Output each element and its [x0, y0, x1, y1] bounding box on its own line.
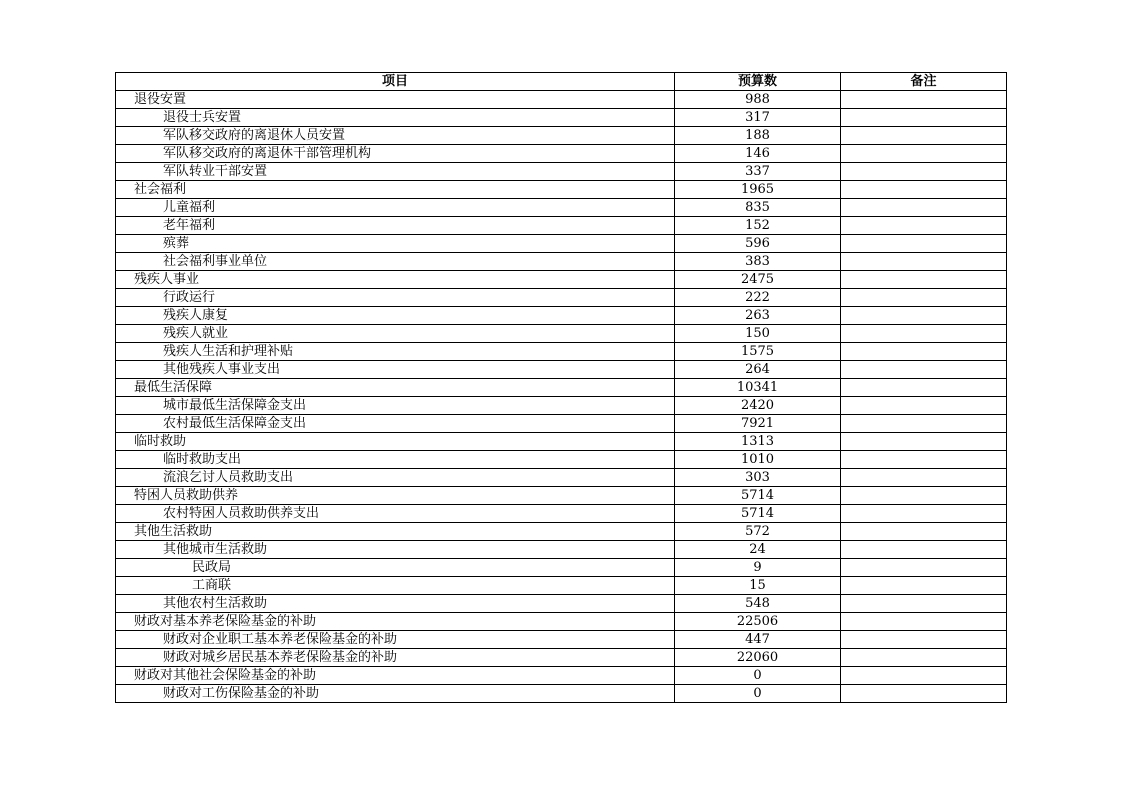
row-item-label: 其他生活救助	[116, 523, 675, 541]
table-row	[116, 271, 1007, 289]
row-budget-amount: 548	[675, 595, 841, 613]
row-budget-amount: 0	[675, 667, 841, 685]
row-budget-amount: 303	[675, 469, 841, 487]
row-budget-amount: 2475	[675, 271, 841, 289]
row-budget-amount: 337	[675, 163, 841, 181]
row-budget-amount: 5714	[675, 505, 841, 523]
row-budget-amount: 596	[675, 235, 841, 253]
row-note	[841, 181, 1007, 199]
row-note	[841, 217, 1007, 235]
row-note	[841, 127, 1007, 145]
row-item-label: 工商联	[116, 577, 675, 595]
row-budget-amount: 15	[675, 577, 841, 595]
row-note	[841, 667, 1007, 685]
row-budget-amount: 1313	[675, 433, 841, 451]
header-item: 项目	[116, 73, 675, 91]
table-row	[116, 667, 1007, 685]
row-item-label: 退役士兵安置	[116, 109, 675, 127]
row-item-label: 军队移交政府的离退休干部管理机构	[116, 145, 675, 163]
table-row	[116, 109, 1007, 127]
row-item-label: 财政对其他社会保险基金的补助	[116, 667, 675, 685]
table-row	[116, 415, 1007, 433]
row-note	[841, 307, 1007, 325]
table-row	[116, 613, 1007, 631]
table-row	[116, 145, 1007, 163]
header-row	[116, 73, 1007, 91]
row-item-label: 财政对企业职工基本养老保险基金的补助	[116, 631, 675, 649]
table-body	[116, 91, 1007, 703]
row-item-label: 残疾人就业	[116, 325, 675, 343]
row-budget-amount: 9	[675, 559, 841, 577]
row-budget-amount: 835	[675, 199, 841, 217]
row-budget-amount: 22506	[675, 613, 841, 631]
row-budget-amount: 2420	[675, 397, 841, 415]
table-row	[116, 163, 1007, 181]
row-item-label: 老年福利	[116, 217, 675, 235]
row-budget-amount: 146	[675, 145, 841, 163]
row-item-label: 儿童福利	[116, 199, 675, 217]
budget-table	[115, 72, 1007, 703]
table-row	[116, 307, 1007, 325]
row-budget-amount: 0	[675, 685, 841, 703]
row-item-label: 临时救助	[116, 433, 675, 451]
table-row	[116, 577, 1007, 595]
row-note	[841, 379, 1007, 397]
row-budget-amount: 988	[675, 91, 841, 109]
row-budget-amount: 5714	[675, 487, 841, 505]
table-row	[116, 379, 1007, 397]
row-note	[841, 271, 1007, 289]
row-note	[841, 577, 1007, 595]
table-row	[116, 397, 1007, 415]
row-item-label: 流浪乞讨人员救助支出	[116, 469, 675, 487]
row-item-label: 财政对基本养老保险基金的补助	[116, 613, 675, 631]
row-budget-amount: 263	[675, 307, 841, 325]
table-row	[116, 361, 1007, 379]
row-note	[841, 469, 1007, 487]
table-row	[116, 343, 1007, 361]
header-note: 备注	[841, 73, 1007, 91]
table-row	[116, 523, 1007, 541]
table-row	[116, 217, 1007, 235]
row-budget-amount: 383	[675, 253, 841, 271]
row-note	[841, 91, 1007, 109]
row-budget-amount: 1965	[675, 181, 841, 199]
row-item-label: 特困人员救助供养	[116, 487, 675, 505]
table-row	[116, 559, 1007, 577]
table-row	[116, 631, 1007, 649]
row-note	[841, 541, 1007, 559]
table-row	[116, 487, 1007, 505]
row-note	[841, 451, 1007, 469]
table-row	[116, 649, 1007, 667]
table-row	[116, 595, 1007, 613]
row-budget-amount: 264	[675, 361, 841, 379]
row-item-label: 军队转业干部安置	[116, 163, 675, 181]
row-budget-amount: 22060	[675, 649, 841, 667]
table-row	[116, 91, 1007, 109]
row-note	[841, 145, 1007, 163]
table-row	[116, 505, 1007, 523]
table-row	[116, 289, 1007, 307]
row-item-label: 财政对工伤保险基金的补助	[116, 685, 675, 703]
row-item-label: 残疾人生活和护理补贴	[116, 343, 675, 361]
row-item-label: 残疾人康复	[116, 307, 675, 325]
header-amount: 预算数	[675, 73, 841, 91]
row-note	[841, 685, 1007, 703]
row-item-label: 行政运行	[116, 289, 675, 307]
row-note	[841, 415, 1007, 433]
row-budget-amount: 222	[675, 289, 841, 307]
row-budget-amount: 7921	[675, 415, 841, 433]
row-budget-amount: 1575	[675, 343, 841, 361]
row-budget-amount: 447	[675, 631, 841, 649]
table-row	[116, 235, 1007, 253]
row-note	[841, 649, 1007, 667]
row-item-label: 农村最低生活保障金支出	[116, 415, 675, 433]
row-item-label: 其他农村生活救助	[116, 595, 675, 613]
row-item-label: 城市最低生活保障金支出	[116, 397, 675, 415]
row-note	[841, 235, 1007, 253]
table-row	[116, 433, 1007, 451]
row-item-label: 临时救助支出	[116, 451, 675, 469]
row-note	[841, 343, 1007, 361]
table-row	[116, 181, 1007, 199]
row-note	[841, 613, 1007, 631]
row-note	[841, 523, 1007, 541]
table-row	[116, 469, 1007, 487]
row-note	[841, 631, 1007, 649]
row-note	[841, 253, 1007, 271]
row-item-label: 残疾人事业	[116, 271, 675, 289]
table-row	[116, 325, 1007, 343]
row-budget-amount: 24	[675, 541, 841, 559]
row-budget-amount: 10341	[675, 379, 841, 397]
table-row	[116, 127, 1007, 145]
row-item-label: 殡葬	[116, 235, 675, 253]
row-note	[841, 505, 1007, 523]
row-budget-amount: 572	[675, 523, 841, 541]
row-item-label: 其他残疾人事业支出	[116, 361, 675, 379]
row-item-label: 其他城市生活救助	[116, 541, 675, 559]
row-note	[841, 595, 1007, 613]
table-row	[116, 199, 1007, 217]
row-note	[841, 109, 1007, 127]
row-budget-amount: 317	[675, 109, 841, 127]
row-budget-amount: 188	[675, 127, 841, 145]
row-note	[841, 361, 1007, 379]
row-budget-amount: 152	[675, 217, 841, 235]
table-row	[116, 685, 1007, 703]
row-note	[841, 289, 1007, 307]
table-row	[116, 541, 1007, 559]
row-note	[841, 163, 1007, 181]
row-budget-amount: 150	[675, 325, 841, 343]
row-note	[841, 199, 1007, 217]
row-note	[841, 487, 1007, 505]
row-item-label: 退役安置	[116, 91, 675, 109]
table-row	[116, 451, 1007, 469]
row-item-label: 社会福利	[116, 181, 675, 199]
row-item-label: 民政局	[116, 559, 675, 577]
row-item-label: 财政对城乡居民基本养老保险基金的补助	[116, 649, 675, 667]
row-item-label: 军队移交政府的离退休人员安置	[116, 127, 675, 145]
row-note	[841, 397, 1007, 415]
row-budget-amount: 1010	[675, 451, 841, 469]
table-row	[116, 253, 1007, 271]
row-note	[841, 433, 1007, 451]
row-note	[841, 559, 1007, 577]
row-item-label: 最低生活保障	[116, 379, 675, 397]
row-item-label: 农村特困人员救助供养支出	[116, 505, 675, 523]
row-item-label: 社会福利事业单位	[116, 253, 675, 271]
row-note	[841, 325, 1007, 343]
